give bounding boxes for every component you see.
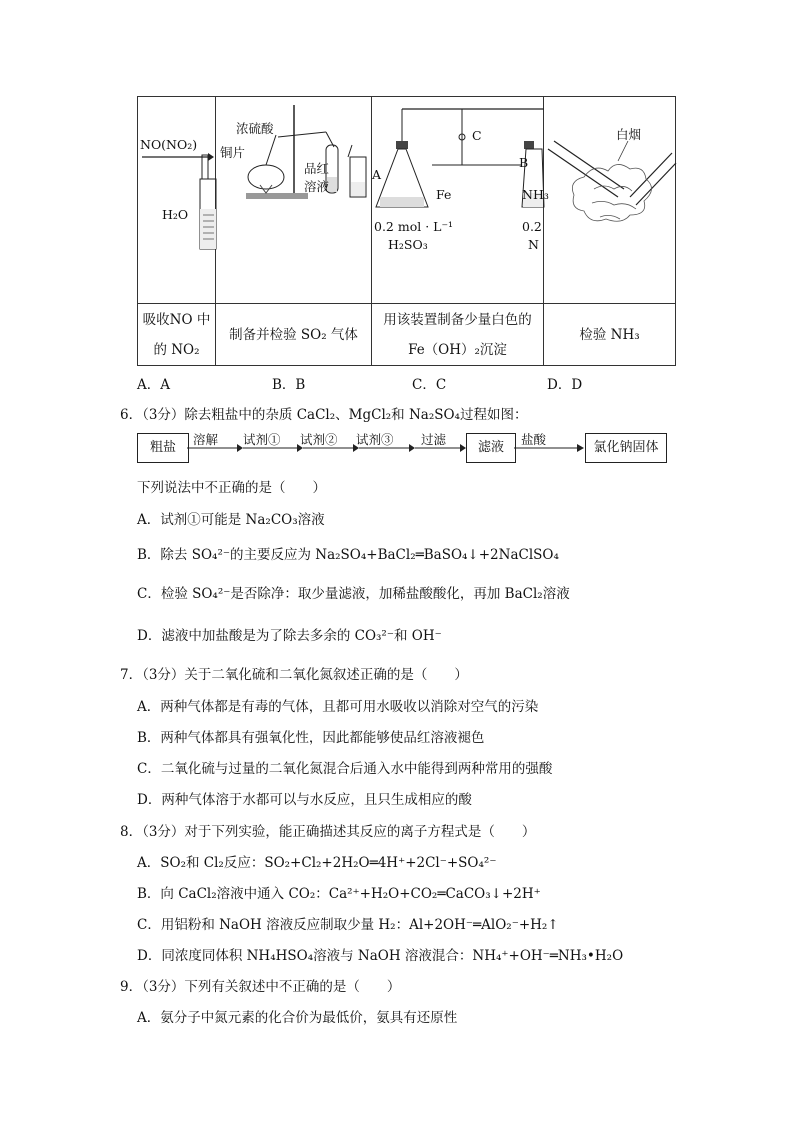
experiment-table <box>137 96 676 366</box>
n-label: N <box>528 237 539 252</box>
caption-d: 检验 NH₃ <box>544 304 676 366</box>
flask-a-label: A <box>372 167 382 182</box>
flow-step-dissolve: 溶解 <box>193 432 219 447</box>
q5-option-a[interactable]: A．A <box>137 377 170 393</box>
flow-step-reagent3: 试剂③ <box>356 432 394 447</box>
q6-option-c[interactable]: C．检验 SO₄²⁻是否除净：取少量滤液，加稀盐酸酸化，再加 BaCl₂溶液 <box>137 586 570 602</box>
q8-option-b[interactable]: B．向 CaCl₂溶液中通入 CO₂：Ca²⁺+H₂O+CO₂═CaCO₃↓+2H⁺ <box>137 886 541 902</box>
caption-b: 制备并检验 SO₂ 气体 <box>216 304 372 366</box>
iron-label: Fe <box>436 187 452 202</box>
smoke-label: 白烟 <box>616 127 642 142</box>
q6-stem: 6．（3分）除去粗盐中的杂质 CaCl₂、MgCl₂和 Na₂SO₄过程如图： <box>120 407 528 423</box>
diagram-b-cell <box>216 97 372 304</box>
flow-box-filtrate: 滤液 <box>466 433 516 463</box>
gas-label: NO(NO₂) <box>140 137 198 152</box>
q7-option-d[interactable]: D．两种气体溶于水都可以与水反应，且只生成相应的酸 <box>137 792 472 808</box>
q8-stem: 8．（3分）对于下列实验，能正确描述其反应的离子方程式是（ ） <box>120 824 536 840</box>
fe-oh2-apparatus <box>372 97 544 303</box>
concentration-b-label: 0.2 <box>522 219 542 234</box>
flow-arrows <box>187 440 587 456</box>
q6-option-b[interactable]: B．除去 SO₄²⁻的主要反应为 Na₂SO₄+BaCl₂═BaSO₄↓+2NaClSO₄ <box>137 547 559 563</box>
acid-formula-label: H₂SO₃ <box>388 237 428 252</box>
flow-step-reagent2: 试剂② <box>300 432 338 447</box>
flask-b-label: B <box>519 155 529 170</box>
flow-step-hcl: 盐酸 <box>521 432 547 447</box>
q8-option-c[interactable]: C．用铝粉和 NaOH 溶液反应制取少量 H₂：Al+2OH⁻═AlO₂⁻+H₂↑ <box>137 917 559 933</box>
q8-option-a[interactable]: A．SO₂和 Cl₂反应：SO₂+Cl₂+2H₂O═4H⁺+2Cl⁻+SO₄²⁻ <box>137 855 497 871</box>
q6-option-a[interactable]: A．试剂①可能是 Na₂CO₃溶液 <box>137 512 325 528</box>
concentration-label: 0.2 mol · L⁻¹ <box>374 219 454 234</box>
diagram-d-cell <box>544 97 676 304</box>
diagram-c-cell <box>372 97 549 304</box>
caption-a-line1: 吸收NO 中 <box>142 311 211 328</box>
q6-option-d[interactable]: D．滤液中加盐酸是为了除去多余的 CO₃²⁻和 OH⁻ <box>137 628 442 644</box>
q5-option-d[interactable]: D．D <box>547 377 583 393</box>
q7-option-b[interactable]: B．两种气体都具有强氧化性，因此都能够使品红溶液褪色 <box>137 730 485 746</box>
q6-prompt: 下列说法中不正确的是（ ） <box>137 480 326 496</box>
acid-label: 浓硫酸 <box>236 121 274 136</box>
valve-label: C <box>472 128 482 143</box>
water-label: H₂O <box>162 207 189 222</box>
copper-label: 铜片 <box>220 145 246 160</box>
nh3-label: NH₃ <box>522 187 549 202</box>
q7-option-a[interactable]: A．两种气体都是有毒的气体，且都可用水吸收以消除对空气的污染 <box>137 699 539 715</box>
diagram-a-cell <box>138 97 216 304</box>
q7-option-c[interactable]: C．二氧化硫与过量的二氧化氮混合后通入水中能得到两种常用的强酸 <box>137 761 553 777</box>
caption-c-line2: Fe（OH）₂沉淀 <box>408 341 507 358</box>
caption-c <box>372 304 544 366</box>
caption-c-line1: 用该装置制备少量白色的 <box>383 311 532 328</box>
flow-step-reagent1: 试剂① <box>243 432 281 447</box>
q9-stem: 9．（3分）下列有关叙述中不正确的是（ ） <box>120 979 401 995</box>
flow-step-filter: 过滤 <box>421 432 447 447</box>
caption-a-line2: 的 NO₂ <box>153 341 200 358</box>
dye-label-1: 品红 <box>304 161 330 176</box>
white-smoke-test <box>544 97 676 303</box>
flow-box-nacl-solid: 氯化钠固体 <box>585 433 667 463</box>
q5-option-b[interactable]: B．B <box>272 377 306 393</box>
gas-absorption-apparatus <box>138 97 216 303</box>
q5-option-c[interactable]: C．C <box>412 377 447 393</box>
q8-option-d[interactable]: D．同浓度同体积 NH₄HSO₄溶液与 NaOH 溶液混合：NH₄⁺+OH⁻═NH₃•H₂O <box>137 948 624 964</box>
caption-a <box>138 304 216 366</box>
dye-label-2: 溶液 <box>304 179 330 194</box>
q9-option-a[interactable]: A．氨分子中氮元素的化合价为最低价，氨具有还原性 <box>137 1010 458 1026</box>
flow-box-crude-salt: 粗盐 <box>137 433 189 463</box>
arrow-head-icon <box>237 444 243 452</box>
q7-stem: 7．（3分）关于二氧化硫和二氧化氮叙述正确的是（ ） <box>120 667 468 683</box>
